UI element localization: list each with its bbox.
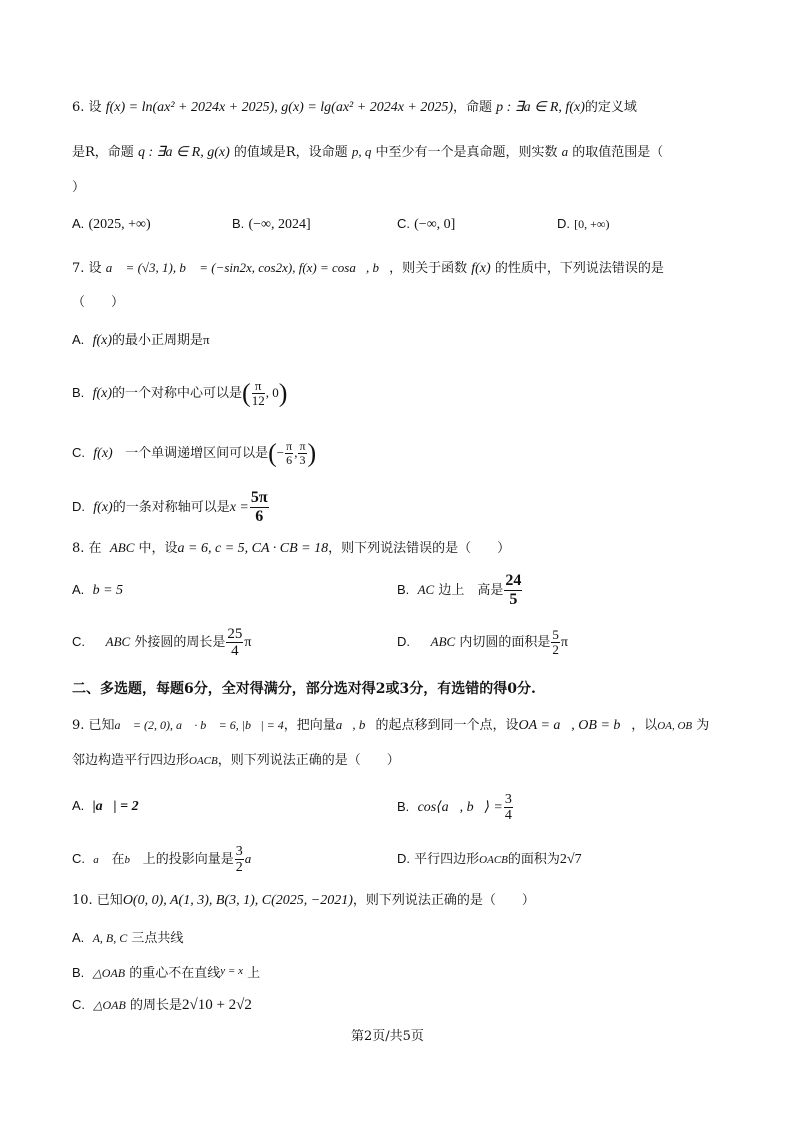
option-vector-b: b⃗ xyxy=(124,854,139,866)
option-label: A. xyxy=(72,582,85,597)
q10-option-b xyxy=(72,962,260,983)
option-parallelogram: OACB xyxy=(479,854,508,866)
option-tail: , 0 xyxy=(265,385,279,400)
option-vector-a: a⃗ xyxy=(244,851,262,866)
q7-line2 xyxy=(72,294,124,312)
q7-option-b xyxy=(72,375,287,412)
q7-definition: a⃗ = (√3, 1), b⃗ = (−sin2x, cos2x), f(x) = cosa⃗, b⃗ xyxy=(105,260,390,275)
option-triangle: ABC xyxy=(430,634,456,649)
fraction-num: 25 xyxy=(227,625,243,642)
paren-right: ) xyxy=(278,378,288,408)
q8-option-a xyxy=(72,581,123,600)
option-fx: f(x) xyxy=(93,446,113,461)
q9-lead: 9. 已知 xyxy=(72,718,115,733)
fraction xyxy=(298,440,306,467)
q6-lead: 6. 设 xyxy=(72,100,102,115)
fraction xyxy=(252,379,265,409)
page-footer: 第2页/共5页 xyxy=(351,1029,424,1044)
q10-text: ，则下列说法正确的是（ ） xyxy=(352,893,535,908)
fraction-num: π xyxy=(299,438,306,453)
q8-text: ，则下列说法错误的是（ ） xyxy=(328,541,511,556)
option-x: x = xyxy=(229,500,249,515)
option-ac: AC xyxy=(417,582,435,597)
q7-option-c: C. f(x) 一个单调递增区间可以是(− $\frac{\pi}{6}$ , $\frac{\pi}{3}$ ) xyxy=(72,438,317,468)
fraction-den: 6 xyxy=(286,453,293,467)
fraction xyxy=(226,626,243,660)
q10-lead: 10. 已知 xyxy=(72,893,123,908)
q7-option-d xyxy=(72,487,270,528)
option-label: D. xyxy=(557,216,570,231)
option-triangle: ABC xyxy=(105,634,131,649)
fraction xyxy=(551,628,560,658)
q9-line2 xyxy=(72,752,400,770)
option-text: 的最小正周期是 xyxy=(112,333,204,348)
option-label: D. xyxy=(397,851,410,866)
option-text: 的重心不在直线 xyxy=(129,966,221,981)
option-text: 的一个对称中心可以是 xyxy=(112,386,243,401)
fraction xyxy=(504,572,522,608)
option-text: 平行四边形 xyxy=(414,852,480,867)
option-text: 上的投影向量是 xyxy=(142,852,234,867)
q9-text: 的起点移到同一个点，设 xyxy=(375,718,519,733)
q6-proposition-q: q : ∃a ∈ R, g(x) xyxy=(137,145,230,160)
fraction-num: π xyxy=(252,379,265,394)
fraction-num: 3 xyxy=(504,791,512,807)
paren-left: ( xyxy=(268,438,277,468)
option-label: D. xyxy=(397,634,410,649)
q9-edges: OA, OB xyxy=(657,720,693,732)
option-triangle: △OAB xyxy=(92,966,126,980)
option-text: 外接圆的周长是 xyxy=(134,635,226,650)
q9-option-a xyxy=(72,797,139,816)
q7-text: 的性质中，下列说法错误的是 xyxy=(494,261,664,276)
option-text: 上 xyxy=(247,966,261,981)
option-label: B. xyxy=(397,582,410,597)
option-text: (2025, +∞) xyxy=(88,217,151,232)
q6-paren: ） xyxy=(72,180,86,195)
q8-condition: a = 6, c = 5, CA · CB = 18 xyxy=(177,541,329,556)
fraction-den: 6 xyxy=(255,508,264,525)
q9-option-d xyxy=(397,850,582,869)
fraction xyxy=(504,792,513,824)
option-text: 三点共线 xyxy=(131,931,184,946)
option-text: 一个单调递增区间可以是 xyxy=(125,446,269,461)
fraction-den: 3 xyxy=(299,453,306,467)
fraction-den: 4 xyxy=(504,808,512,823)
q9-text: ，则下列说法正确的是（ ） xyxy=(217,753,400,768)
option-text: cos⟨a⃗, b⃗⟩ = xyxy=(417,800,503,815)
option-pi: π xyxy=(244,635,252,650)
q8-option-b xyxy=(397,570,523,611)
q9-option-b xyxy=(397,788,514,827)
q6-pq: p, q xyxy=(351,144,372,159)
option-label: A. xyxy=(72,930,85,945)
section-heading: 二、多选题，每题6分，全对得满分，部分选对得2或3分，有选错的得0分. xyxy=(72,681,536,697)
option-label: C. xyxy=(72,634,85,649)
option-label: C. xyxy=(72,445,85,460)
q6-line1 xyxy=(72,99,637,117)
q9-text: 邻边构造平行四边形 xyxy=(72,753,190,768)
fraction-num: 5π xyxy=(250,489,268,507)
option-text: (−∞, 2024] xyxy=(248,217,311,232)
option-fx: f(x) xyxy=(92,333,112,348)
q9-parallelogram: OACB xyxy=(189,755,218,767)
q6-option-d xyxy=(557,215,609,234)
q6-text: 的值域是R，设命题 xyxy=(233,145,348,160)
option-triangle: △OAB xyxy=(93,998,126,1012)
q10-option-a xyxy=(72,929,183,948)
option-fx: f(x) xyxy=(93,500,113,515)
q7-text: ，则关于函数 xyxy=(389,261,468,276)
fraction-num: 24 xyxy=(505,572,522,590)
q9-condition: a⃗ = (2, 0), a⃗ · b⃗ = 6, |b⃗| = 4 xyxy=(114,718,284,732)
fraction-den: 4 xyxy=(231,643,239,659)
q7-fx: f(x) xyxy=(471,261,491,276)
option-text: 的面积为 xyxy=(507,852,560,867)
q8-option-d xyxy=(397,622,568,663)
q6-option-c xyxy=(397,215,455,234)
option-vector-a: a⃗ xyxy=(93,854,108,866)
option-text: 内切圆的面积是 xyxy=(459,635,551,650)
fraction-den: 5 xyxy=(509,591,518,608)
q7-lead: 7. 设 xyxy=(72,261,102,276)
fraction-num: 3 xyxy=(235,843,243,859)
q8-line1 xyxy=(72,539,510,558)
q6-option-a xyxy=(72,215,151,234)
q9-text: ，以 xyxy=(631,718,658,733)
fraction-den: 2 xyxy=(235,860,243,875)
q6-text: 的定义域 xyxy=(584,100,637,115)
option-label: B. xyxy=(72,965,85,980)
option-pi: π xyxy=(203,332,210,347)
q10-line1 xyxy=(72,892,535,910)
q6-text: ，命题 xyxy=(453,100,493,115)
q6-proposition-p: p : ∃a ∈ R, f(x) xyxy=(496,100,585,115)
option-label: D. xyxy=(72,499,85,514)
option-points: A, B, C xyxy=(92,931,128,945)
option-line: y = x xyxy=(220,965,243,977)
fraction xyxy=(250,489,269,525)
q9-line1 xyxy=(72,716,709,735)
q8-option-c xyxy=(72,622,251,663)
q6-line3 xyxy=(72,179,85,197)
option-label: C. xyxy=(397,216,410,231)
option-pi: π xyxy=(560,635,568,650)
option-label: B. xyxy=(232,216,245,231)
option-text: 的周长是 xyxy=(129,998,182,1013)
option-text: b = 5 xyxy=(92,583,124,598)
option-text: [0, +∞) xyxy=(574,217,610,231)
q6-option-b xyxy=(232,215,311,234)
option-value: 2√10 + 2√2 xyxy=(181,997,252,1013)
option-label: A. xyxy=(72,798,85,813)
option-fx: f(x) xyxy=(92,386,112,401)
option-text: 的一条对称轴可以是 xyxy=(112,500,230,515)
option-text: |a⃗| = 2 xyxy=(92,799,139,814)
fraction-den: 2 xyxy=(552,642,559,657)
q6-text: 中至少有一个是真命题，则实数 xyxy=(375,145,558,160)
q6-text: 的取值范围是（ xyxy=(572,145,664,160)
option-value: 2√7 xyxy=(559,852,582,867)
q6-line2 xyxy=(72,143,663,162)
q6-text: 是R，命题 xyxy=(72,145,134,160)
q10-option-c xyxy=(72,996,252,1015)
q9-vectors: a⃗, b⃗ xyxy=(335,717,376,732)
option-label: A. xyxy=(72,216,85,231)
fraction-num: 5 xyxy=(552,626,559,642)
fraction xyxy=(285,440,293,467)
q8-triangle: ABC xyxy=(109,540,135,555)
q7-line1 xyxy=(72,259,664,278)
q9-option-c xyxy=(72,840,261,879)
fraction-num: π xyxy=(286,438,293,453)
q8-text: 中，设 xyxy=(138,541,178,556)
paren-right: ) xyxy=(307,438,317,468)
option-label: A. xyxy=(72,332,85,347)
option-label: B. xyxy=(397,799,410,814)
option-text: 在 xyxy=(111,852,125,867)
q7-option-a xyxy=(72,331,210,350)
q9-oa-ob: OA = a⃗, OB = b⃗ xyxy=(518,718,632,733)
q10-points: O(0, 0), A(1, 3), B(3, 1), C(2025, −2021) xyxy=(122,893,353,908)
fraction xyxy=(235,844,244,876)
option-label: B. xyxy=(72,385,85,400)
option-label: C. xyxy=(72,997,85,1012)
option-text: 边上 高是 xyxy=(438,583,504,598)
q6-var-a: a xyxy=(561,144,569,159)
fraction-den: 12 xyxy=(251,393,265,408)
q9-text: ，把向量 xyxy=(283,718,336,733)
q8-lead: 8. 在 xyxy=(72,541,102,556)
q9-text: 为 xyxy=(696,718,710,733)
option-label: C. xyxy=(72,851,85,866)
q6-function-def: f(x) = ln(ax² + 2024x + 2025), g(x) = lg(ax² + 2024x + 2025) xyxy=(105,100,454,115)
option-text: (−∞, 0] xyxy=(414,217,456,232)
paren-left: ( xyxy=(242,378,251,408)
q7-paren: （ ） xyxy=(72,295,125,310)
